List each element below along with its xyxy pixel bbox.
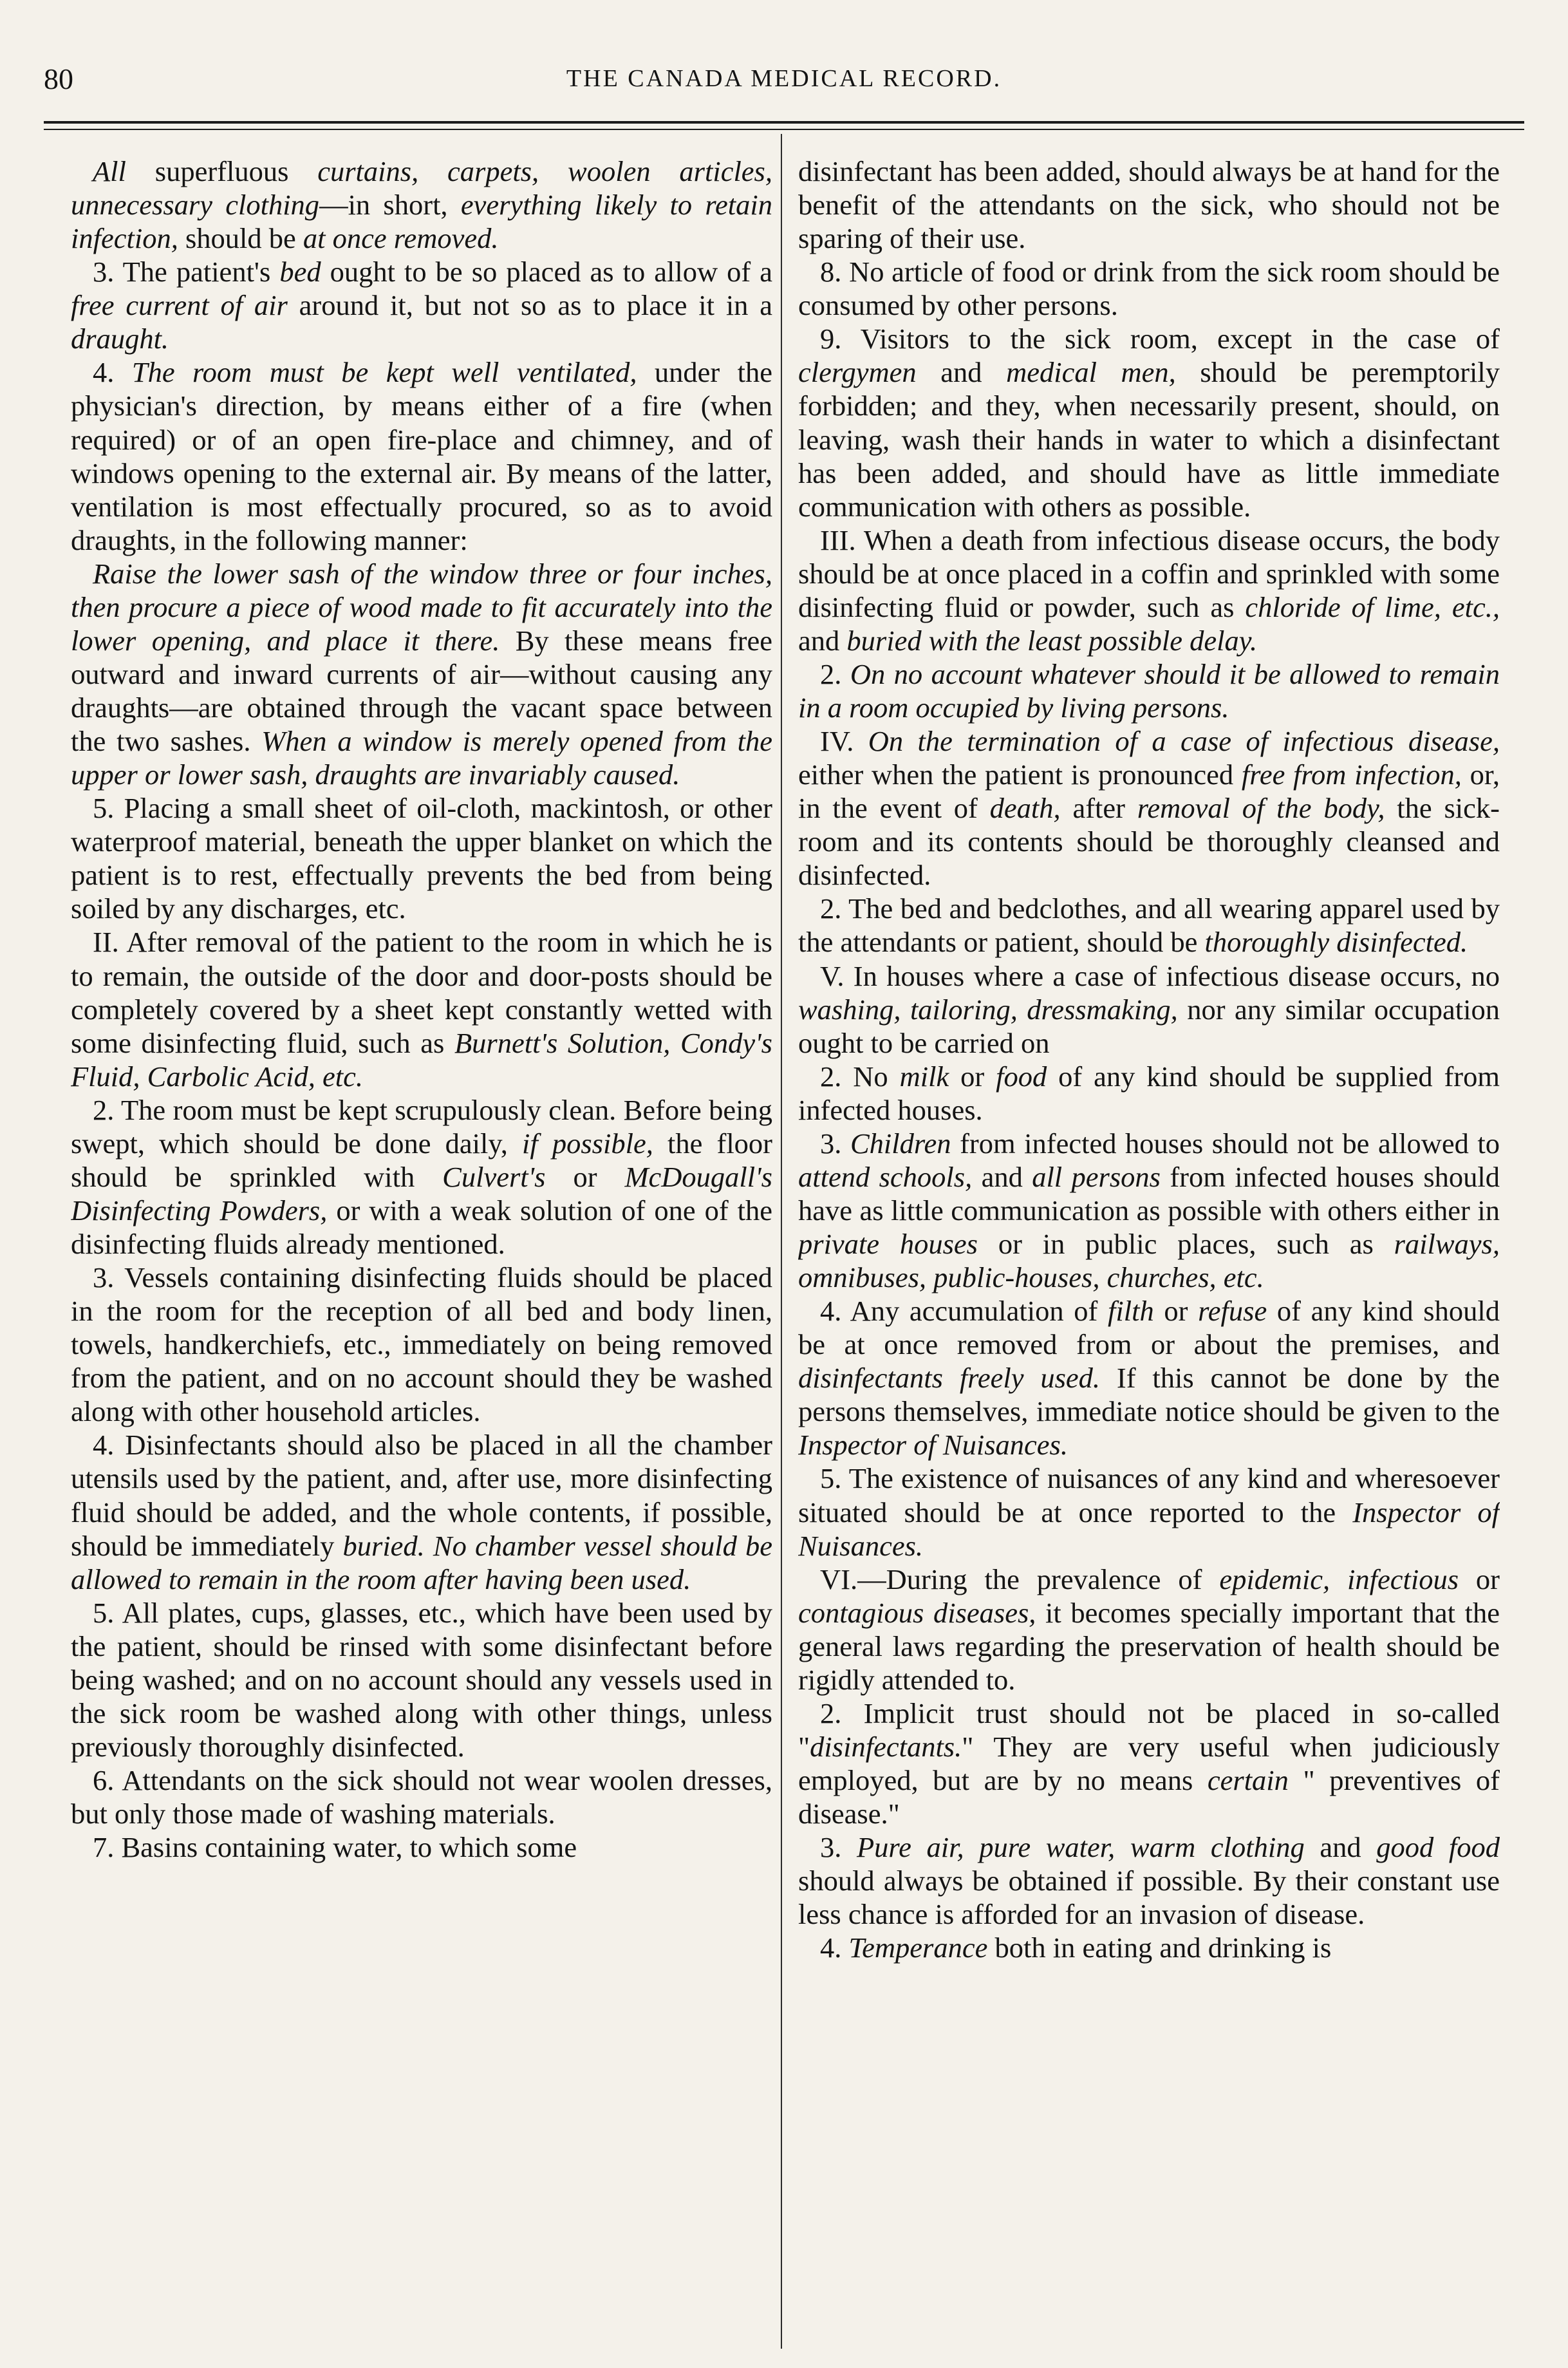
italic-text: food xyxy=(996,1060,1047,1093)
text-run: 4. Disinfectants should also be placed in all the chamber utensils used by the patient, and, after use, more disinfecting fluid should be added, and the whole contents, if possible, should be immediately xyxy=(71,1429,772,1562)
text-run: 2. No xyxy=(820,1060,900,1093)
italic-text: attend schools, xyxy=(798,1160,973,1193)
text-run: under the physician's direction, by means either of a fire (when required) or of an open fire-place and chimney, and of windows opening to the external air. By means of the latter, ventilation is most effectually procured, so as to avoid draughts, in the following manner: xyxy=(71,356,772,556)
article-paragraph xyxy=(71,791,772,925)
text-run: 3. The patient's xyxy=(93,256,280,288)
italic-text: On no account whatever should it be allowed to remain in a room occupied by living persons. xyxy=(798,657,1500,724)
text-run: and xyxy=(1304,1831,1377,1864)
italic-text: all persons xyxy=(1032,1160,1161,1193)
italic-text: refuse xyxy=(1198,1295,1267,1328)
text-run: or xyxy=(545,1160,625,1193)
italic-text: death, xyxy=(989,792,1061,825)
italic-text: private houses xyxy=(798,1228,978,1260)
italic-text: Culvert's xyxy=(442,1160,546,1193)
article-paragraph xyxy=(798,1461,1500,1562)
italic-text: everything likely to retain infection, xyxy=(71,189,772,255)
italic-text: filth xyxy=(1107,1295,1154,1328)
text-run: 5. All plates, cups, glasses, etc., which have been used by the patient, should be rinsed with some disinfectant before being washed; and on no account should any vessels used in the sick room be washed along with other things, unless previously thoroughly disinfected. xyxy=(71,1596,772,1763)
article-paragraph xyxy=(798,1294,1500,1461)
italic-text: Inspector of Nuisances. xyxy=(798,1496,1500,1562)
italic-text: McDougall's Disinfecting Powders, xyxy=(71,1160,772,1226)
italic-text: The room must be kept well ventilated, xyxy=(131,356,637,389)
text-run: II. After removal of the patient to the room in which he is to remain, the outside of the door and door-posts should be completely covered by a sheet kept constantly wetted with some disinfecting fluid, such as xyxy=(71,926,772,1059)
article-paragraph xyxy=(798,1127,1500,1294)
italic-text: bed xyxy=(279,256,321,288)
text-run: 3. xyxy=(820,1127,850,1160)
text-run: and xyxy=(972,1160,1032,1193)
italic-text: medical men, xyxy=(1006,356,1176,389)
italic-text: curtains, carpets, woolen articles, unnecessary clothing xyxy=(71,155,772,221)
text-run: either when the patient is pronounced xyxy=(798,758,1242,791)
text-run: or, in the event of xyxy=(798,758,1500,825)
text-run: —in short, xyxy=(319,189,461,221)
italic-text: chloride of lime, etc., xyxy=(1245,590,1500,623)
text-run: If this cannot be done by the persons themselves, immediate notice should be given to the xyxy=(798,1362,1500,1428)
text-run: 3. Vessels containing disinfecting fluids should be placed in the room for the reception of all bed and body linen, towels, handkerchiefs, etc., immediately on being removed from the patient, and on no account should they be washed along with other household articles. xyxy=(71,1261,772,1428)
italic-text: When a window is merely opened from the upper or lower sash, draughts are invariably caused. xyxy=(71,725,772,791)
italic-text: Raise the lower sash of the window three or four inches, then procure a piece of wood made to fit accurately into the lower opening, and place it there. xyxy=(71,557,772,657)
text-run: or xyxy=(1153,1295,1199,1328)
header-rule-thick xyxy=(44,121,1524,124)
text-run: should always be obtained if possible. By their constant use less chance is afforded for an invasion of disease. xyxy=(798,1865,1500,1931)
text-run: 5. Placing a small sheet of oil-cloth, mackintosh, or other waterproof material, beneath the upper blanket on which the patient is to rest, effectually prevents the bed from being soiled by any discharges, etc. xyxy=(71,792,772,925)
article-paragraph xyxy=(71,1093,772,1261)
text-run: from infected houses should not be allowed to xyxy=(951,1127,1500,1160)
italic-text: buried. No chamber vessel should be allowed to remain in the room after having been used. xyxy=(71,1529,772,1595)
article-paragraph xyxy=(71,1261,772,1428)
article-paragraph xyxy=(71,355,772,556)
article-paragraph xyxy=(798,657,1500,724)
text-run: or xyxy=(1459,1563,1500,1595)
article-paragraph xyxy=(71,557,772,791)
italic-text: thoroughly disinfected. xyxy=(1204,926,1468,959)
text-run: V. In houses where a case of infectious disease occurs, no xyxy=(820,959,1500,992)
text-run: IV. xyxy=(820,725,868,758)
text-run: ought to be so placed as to allow of a xyxy=(321,256,772,288)
text-run: 4. xyxy=(93,356,132,389)
text-run: " They are very useful when judiciously employed, but are by no means xyxy=(798,1730,1500,1796)
text-run: or with a weak solution of one of the disinfecting fluids already mentioned. xyxy=(71,1194,772,1260)
text-run: from infected houses should have as little communication as possible with others either in xyxy=(798,1160,1500,1226)
text-run: 7. Basins containing water, to which some xyxy=(93,1831,577,1864)
italic-text: On the termination of a case of infectious disease, xyxy=(868,725,1500,758)
italic-text: Inspector of Nuisances. xyxy=(798,1429,1068,1461)
article-paragraph xyxy=(798,1696,1500,1830)
text-run: or in public places, such as xyxy=(978,1228,1394,1260)
article-paragraph xyxy=(798,155,1500,255)
text-run: VI.—During the prevalence of xyxy=(820,1563,1220,1595)
italic-text: at xyxy=(303,222,326,255)
article-paragraph xyxy=(798,1060,1500,1127)
text-run: 3. xyxy=(820,1831,857,1864)
text-run: or xyxy=(949,1060,996,1093)
article-paragraph xyxy=(71,1428,772,1595)
text-run: superfluous xyxy=(126,155,318,187)
article-paragraph xyxy=(798,322,1500,523)
article-paragraph xyxy=(71,255,772,355)
italic-text: All xyxy=(93,155,126,187)
text-run: 4. Any accumulation of xyxy=(820,1295,1108,1328)
article-paragraph xyxy=(798,1931,1500,1964)
text-run: 6. Attendants on the sick should not wear woolen dresses, but only those made of washing materials. xyxy=(71,1764,772,1830)
italic-text: contagious diseases, xyxy=(798,1596,1036,1629)
text-run: 2. Implicit trust should not be placed in so-called " xyxy=(798,1696,1500,1763)
article-paragraph xyxy=(71,1763,772,1830)
italic-text: Children xyxy=(850,1127,951,1160)
text-run: 5. The existence of nuisances of any kind and wheresoever situated should be at once reported to the xyxy=(798,1462,1500,1528)
text-run: should be peremptorily forbidden; and they, when necessarily present, should, on leaving, wash their hands in water to which a disinfectant has been added, and should have as little immediate communication with others as possible. xyxy=(798,356,1500,523)
text-run: By these means free outward and inward currents of air—without causing any draughts—are obtained through the vacant space between the two sashes. xyxy=(71,624,772,758)
article-paragraph xyxy=(71,925,772,1093)
page-header xyxy=(44,62,1524,113)
text-run: both in eating and drinking is xyxy=(987,1931,1332,1964)
italic-text: buried with the least possible delay. xyxy=(846,624,1258,657)
article-paragraph xyxy=(798,959,1500,1060)
italic-text: if possible, xyxy=(521,1127,653,1160)
article-paragraph xyxy=(71,1830,772,1864)
left-column xyxy=(71,155,772,2350)
text-run: 9. Visitors to the sick room, except in the case of xyxy=(820,323,1500,355)
text-run: 4. xyxy=(820,1931,849,1964)
italic-text: Pure air, pure water, warm clothing xyxy=(857,1831,1305,1864)
text-run: after xyxy=(1060,792,1137,825)
text-run: of any kind should be at once removed from or about the premises, and xyxy=(798,1295,1500,1361)
text-run: should be xyxy=(178,222,303,255)
text-run: " preventives of disease." xyxy=(798,1764,1500,1830)
text-run: around it, but not so as to place it in a xyxy=(287,289,772,322)
right-column xyxy=(798,155,1500,2350)
column-divider xyxy=(781,134,782,2349)
article-paragraph xyxy=(798,724,1500,892)
text-run: the floor should be sprinkled with xyxy=(71,1127,772,1193)
italic-text: clergymen xyxy=(798,356,917,389)
italic-text: washing, tailoring, dressmaking, xyxy=(798,993,1178,1026)
text-run: and xyxy=(798,624,847,657)
italic-text: disinfectants. xyxy=(810,1730,962,1763)
text-run: 2. xyxy=(820,657,850,690)
text-run: it becomes specially important that the general laws regarding the preservation of health should be rigidly attended to. xyxy=(798,1596,1500,1696)
italic-text: free from infection, xyxy=(1241,758,1462,791)
article-paragraph xyxy=(798,523,1500,657)
text-run: of any kind should be supplied from infected houses. xyxy=(798,1060,1500,1126)
article-paragraph xyxy=(71,155,772,255)
journal-title: THE CANADA MEDICAL RECORD. xyxy=(566,65,1002,92)
italic-text: free current of air xyxy=(71,289,288,322)
text-run xyxy=(326,222,333,254)
text-run: 2. The bed and bedclothes, and all wearing apparel used by the attendants or patient, should be xyxy=(798,892,1500,959)
text-run: the sick-room and its contents should be thoroughly cleansed and disinfected. xyxy=(798,792,1500,892)
text-run: III. When a death from infectious disease occurs, the body should be at once placed in a coffin and sprinkled with some disinfecting fluid or powder, such as xyxy=(798,523,1500,623)
header-rule-thin xyxy=(44,129,1524,130)
article-paragraph xyxy=(798,892,1500,959)
italic-text: certain xyxy=(1207,1764,1289,1796)
page-number: 80 xyxy=(44,62,73,95)
text-run: nor any similar occupation ought to be carried on xyxy=(798,993,1500,1059)
italic-text: milk xyxy=(899,1060,949,1093)
italic-text: draught. xyxy=(71,323,169,355)
text-run: 8. No article of food or drink from the sick room should be consumed by other persons. xyxy=(798,256,1500,322)
text-run: and xyxy=(916,356,1007,389)
italic-text: once removed. xyxy=(332,222,499,255)
italic-text: railways, omnibuses, public-houses, churches, etc. xyxy=(798,1228,1500,1294)
article-paragraph xyxy=(71,1596,772,1763)
article-paragraph xyxy=(798,255,1500,322)
italic-text: removal of the body, xyxy=(1137,792,1385,825)
italic-text: disinfectants freely used. xyxy=(798,1362,1101,1395)
text-run: disinfectant has been added, should always be at hand for the benefit of the attendants on the sick, who should not be sparing of their use. xyxy=(798,155,1500,255)
italic-text: Burnett's Solution, Condy's Fluid, Carbolic Acid, etc. xyxy=(71,1026,772,1093)
italic-text: epidemic, infectious xyxy=(1219,1563,1459,1595)
italic-text: good food xyxy=(1376,1831,1500,1864)
italic-text: Temperance xyxy=(848,1931,988,1964)
article-paragraph xyxy=(798,1563,1500,1696)
article-paragraph xyxy=(798,1830,1500,1931)
text-run: 2. The room must be kept scrupulously clean. Before being swept, which should be done daily, xyxy=(71,1093,772,1160)
